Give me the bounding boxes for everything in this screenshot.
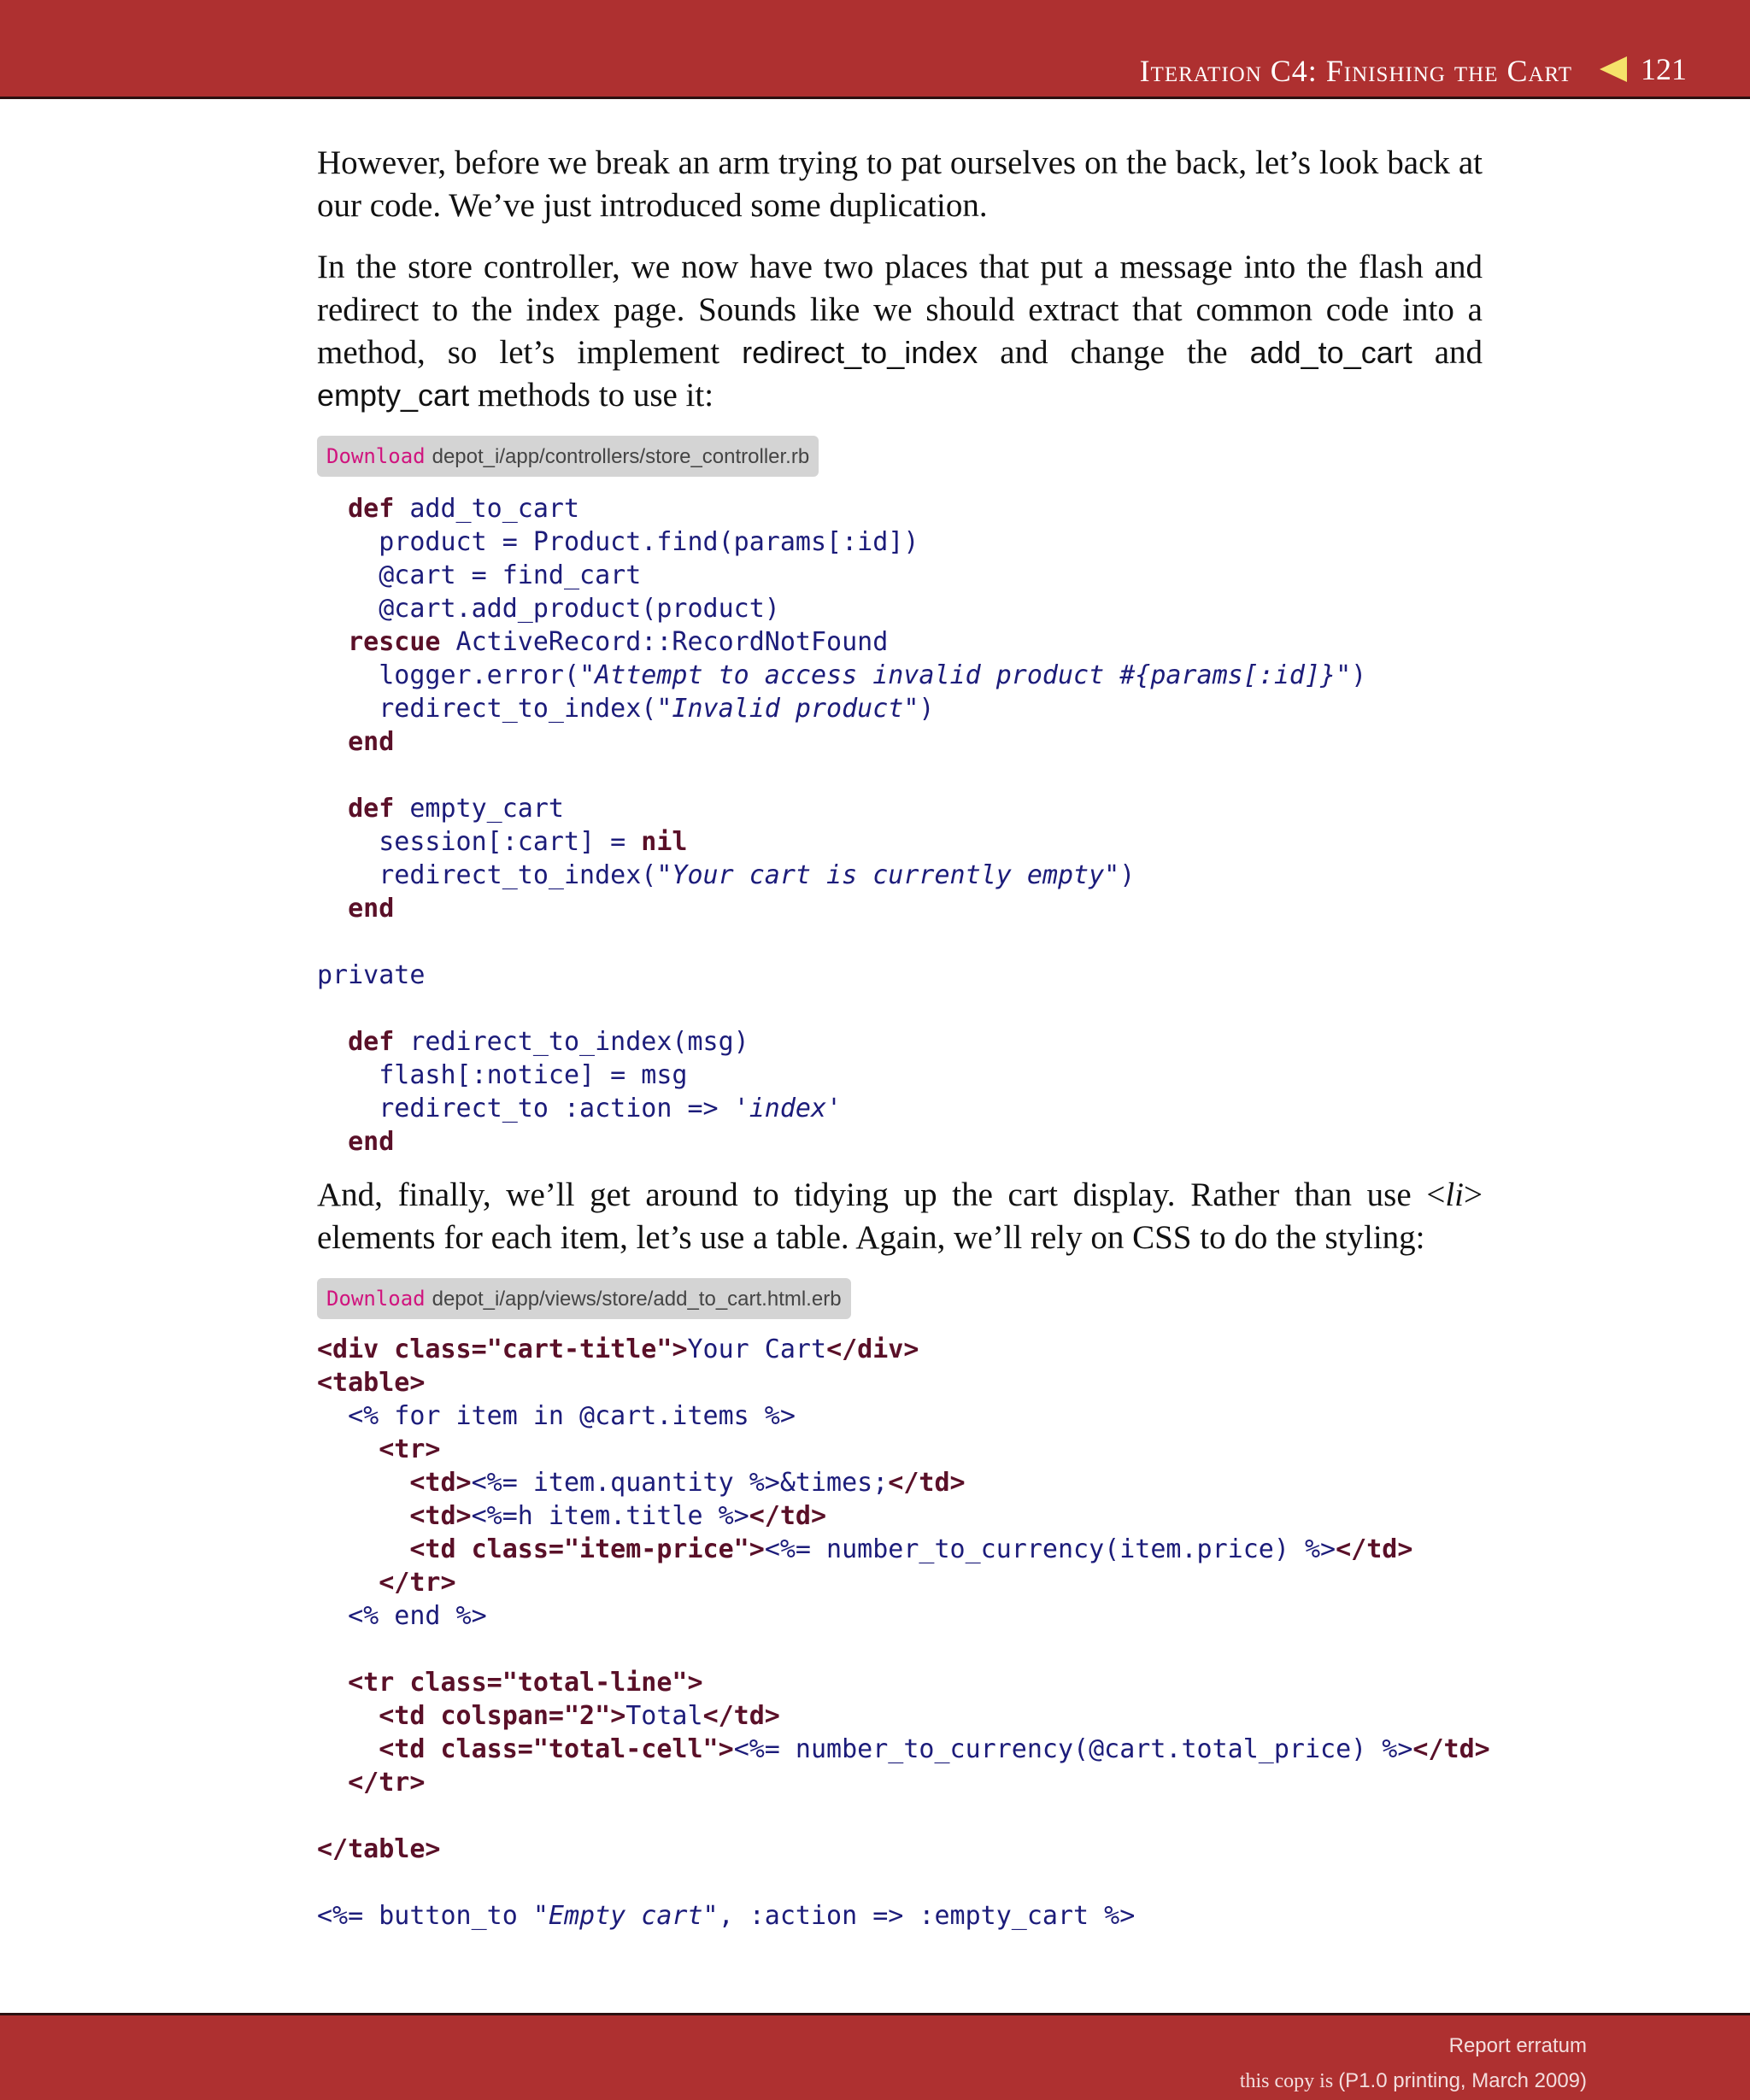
code-text: <% for item in @cart.items %> xyxy=(348,1401,796,1431)
keyword: end xyxy=(348,1127,395,1157)
html-tag: <td> xyxy=(409,1501,472,1531)
text: elements for each item, let’s use a table. Again, we’ll rely on CSS to do the styling: xyxy=(317,1219,1425,1256)
download-link[interactable]: Download xyxy=(326,444,426,468)
code-text: <%= number_to_currency(@cart.total_price) %> xyxy=(733,1734,1413,1764)
html-tag: > xyxy=(672,1334,688,1364)
page-content xyxy=(317,142,1490,1933)
text: methods to use it: xyxy=(469,377,714,414)
text: < xyxy=(1426,1176,1446,1213)
inline-code-redirect-to-index: redirect_to_index xyxy=(742,335,978,370)
attr-value: "total-cell" xyxy=(532,1734,719,1764)
page-footer xyxy=(0,2013,1750,2100)
code-text: <% end %> xyxy=(348,1601,487,1631)
code-text: <%=h item.title %> xyxy=(471,1501,749,1531)
paragraph-3 xyxy=(317,1174,1483,1259)
code-text: private xyxy=(317,960,426,990)
html-tag: </td> xyxy=(1336,1534,1413,1564)
paragraph-2 xyxy=(317,246,1483,417)
paragraph-1: However, before we break an arm trying to pat ourselves on the back, let’s look back at our code. We’ve just introduced some duplication. xyxy=(317,144,1483,224)
download-bar-store-controller[interactable] xyxy=(317,436,819,477)
code-text: ) xyxy=(1351,660,1367,690)
inline-code-add-to-cart: add_to_cart xyxy=(1249,335,1412,370)
html-tag: </td> xyxy=(1412,1734,1490,1764)
attr-value: "2" xyxy=(564,1701,611,1731)
copy-prefix: this copy is xyxy=(1239,2070,1339,2092)
download-path: depot_i/app/views/store/add_to_cart.html.erb xyxy=(432,1288,842,1311)
html-tag: <div class= xyxy=(317,1334,487,1364)
code-text: add_to_cart xyxy=(394,494,580,524)
code-text: ) xyxy=(1119,860,1136,890)
html-tag: > xyxy=(687,1668,703,1698)
code-text: redirect_to_index( xyxy=(379,694,657,724)
html-tag: </tr> xyxy=(379,1568,456,1598)
code-text: redirect_to :action => xyxy=(379,1094,734,1123)
html-tag: </table> xyxy=(317,1834,441,1864)
code-listing-add-to-cart-view xyxy=(317,1333,1490,1933)
html-tag: > xyxy=(718,1734,734,1764)
keyword: end xyxy=(348,727,395,757)
html-tag: <tr class= xyxy=(348,1668,502,1698)
code-listing-store-controller xyxy=(317,492,1483,1159)
code-text: @cart.add_product(product) xyxy=(379,594,780,624)
code-text: Total xyxy=(625,1701,703,1731)
code-text: <%= number_to_currency(item.price) %> xyxy=(764,1534,1336,1564)
text: li xyxy=(1445,1176,1464,1213)
code-text: logger.error( xyxy=(379,660,580,690)
copy-info xyxy=(1240,2068,1587,2093)
keyword: def xyxy=(348,794,395,824)
code-text: <%= button_to xyxy=(317,1901,533,1931)
html-tag: </td> xyxy=(749,1501,827,1531)
page-number: 121 xyxy=(1641,52,1687,86)
text: In the store controller, we now have two places that put a message into the flash and redirect to the index page. Sounds like we should extract that common code into a method, so let’s implement xyxy=(317,249,1483,371)
html-tag: <tr> xyxy=(379,1434,441,1464)
code-text: session[:cart] = xyxy=(379,827,642,857)
text: And, finally, we’ll get around to tidying up the cart display. Rather than use xyxy=(317,1176,1427,1213)
code-text: empty_cart xyxy=(394,794,564,824)
html-tag: </tr> xyxy=(348,1768,426,1798)
html-tag: <td class= xyxy=(379,1734,533,1764)
code-text: @cart = find_cart xyxy=(379,560,642,590)
html-tag: <table> xyxy=(317,1368,426,1398)
html-tag: > xyxy=(610,1701,626,1731)
html-tag: <td class= xyxy=(409,1534,564,1564)
keyword: end xyxy=(348,894,395,924)
code-text: , :action => :empty_cart %> xyxy=(718,1901,1136,1931)
download-link[interactable]: Download xyxy=(326,1287,426,1311)
html-tag: > xyxy=(749,1534,765,1564)
string-literal: "Invalid product" xyxy=(656,694,919,724)
attr-value: "total-line" xyxy=(502,1668,688,1698)
text: and change the xyxy=(978,334,1250,371)
printing-info: (P1.0 printing, March 2009) xyxy=(1338,2069,1587,2092)
code-text: <%= item.quantity %>&times; xyxy=(471,1468,889,1498)
keyword: nil xyxy=(641,827,688,857)
code-text: ) xyxy=(919,694,935,724)
code-text: product = Product.find(params[:id]) xyxy=(379,527,919,557)
attr-value: "item-price" xyxy=(564,1534,749,1564)
text: and xyxy=(1412,334,1483,371)
code-text: flash[:notice] = msg xyxy=(379,1060,688,1090)
html-tag: </div> xyxy=(826,1334,919,1364)
keyword: rescue xyxy=(348,627,441,657)
keyword: def xyxy=(348,494,395,524)
download-path: depot_i/app/controllers/store_controller.rb xyxy=(432,445,810,468)
page-header xyxy=(0,0,1750,99)
html-tag: <td> xyxy=(409,1468,472,1498)
string-literal: 'index' xyxy=(733,1094,843,1123)
inline-code-empty-cart: empty_cart xyxy=(317,378,470,413)
string-literal: "Your cart is currently empty" xyxy=(656,860,1120,890)
html-tag: </td> xyxy=(702,1701,780,1731)
html-tag: </td> xyxy=(888,1468,966,1498)
attr-value: "cart-title" xyxy=(486,1334,672,1364)
keyword: def xyxy=(348,1027,395,1057)
code-text: ActiveRecord::RecordNotFound xyxy=(440,627,889,657)
string-literal: "Empty cart" xyxy=(532,1901,719,1931)
code-text: Your Cart xyxy=(687,1334,827,1364)
download-bar-add-to-cart-view[interactable] xyxy=(317,1278,851,1319)
back-arrow-icon[interactable] xyxy=(1600,56,1627,82)
text: > xyxy=(1464,1176,1483,1213)
code-text: redirect_to_index( xyxy=(379,860,657,890)
chapter-title: Iteration C4: Finishing the Cart xyxy=(1139,54,1572,88)
string-literal: "Attempt to access invalid product #{params[:id]}" xyxy=(579,660,1352,690)
html-tag: <td colspan= xyxy=(379,1701,564,1731)
code-text: redirect_to_index(msg) xyxy=(394,1027,749,1057)
report-erratum-link[interactable]: Report erratum xyxy=(1448,2034,1587,2057)
